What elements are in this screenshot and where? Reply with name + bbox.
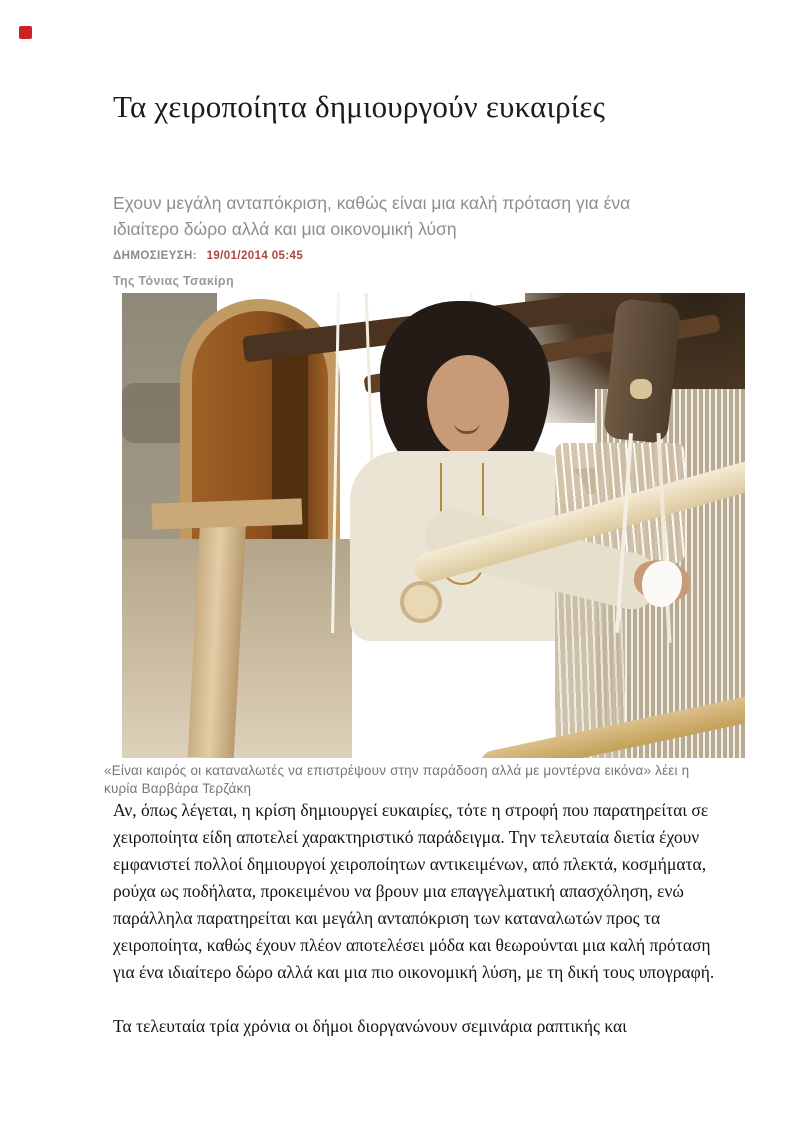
photo-caption: «Είναι καιρός οι καταναλωτές να επιστρέψουν στην παράδοση αλλά με μοντέρνα εικόνα» λέει η κυρία Βαρβάρα Τερζάκη	[104, 763, 690, 796]
body-paragraph-1: Αν, όπως λέγεται, η κρίση δημιουργεί ευκαιρίες, τότε η στροφή που παρατηρείται σε χειροποίητα είδη αποτελεί χαρακτηριστικό παράδειγμα. Την τελευταία διετία έχουν εμφανιστεί πολλοί δημιουργοί χειροποίητων αντικειμένων, από πλεκτά, κοσμήματα, ρούχα ως ποδήλατα, προκειμένου να βρουν μια επαγγελματική απασχόληση, ενώ παράλληλα παρατηρείται και μεγάλη ανταπόκριση των καταναλωτών προς τα χειροποίητα, καθώς έχουν πλέον αποτελέσει μόδα και θεωρούνται μια καλή πρόταση για ένα ιδιαίτερο δώρο αλλά και μια πιο οικονομική λύση, με τη δική τους υπογραφή.	[113, 800, 715, 982]
body-paragraph-2: Τα τελευταία τρία χρόνια οι δήμοι διοργανώνουν σεμινάρια ραπτικής και	[113, 1016, 627, 1036]
article-title: Τα χειροποίητα δημιουργούν ευκαιρίες	[113, 89, 606, 124]
publication-line	[113, 250, 303, 262]
article-body	[113, 797, 718, 1067]
article-photo-woman-weaving-at-loom	[122, 293, 745, 758]
author-byline: Της Τόνιας Τσακίρη	[113, 274, 234, 288]
publication-datetime: 19/01/2014 05:45	[206, 250, 304, 262]
red-mark-icon	[19, 26, 32, 39]
article-subtitle: Εχουν μεγάλη ανταπόκριση, καθώς είναι μια καλή πρόταση για ένα ιδιαίτερο δώρο αλλά και μια οικονομική λύση	[113, 193, 631, 239]
photo-wooden-rail	[152, 498, 303, 529]
photo-bamboo-rod-end	[400, 581, 442, 623]
photo-pulley-pin	[630, 379, 652, 399]
publication-label: ΔΗΜΟΣΙΕΥΣΗ:	[113, 250, 197, 262]
